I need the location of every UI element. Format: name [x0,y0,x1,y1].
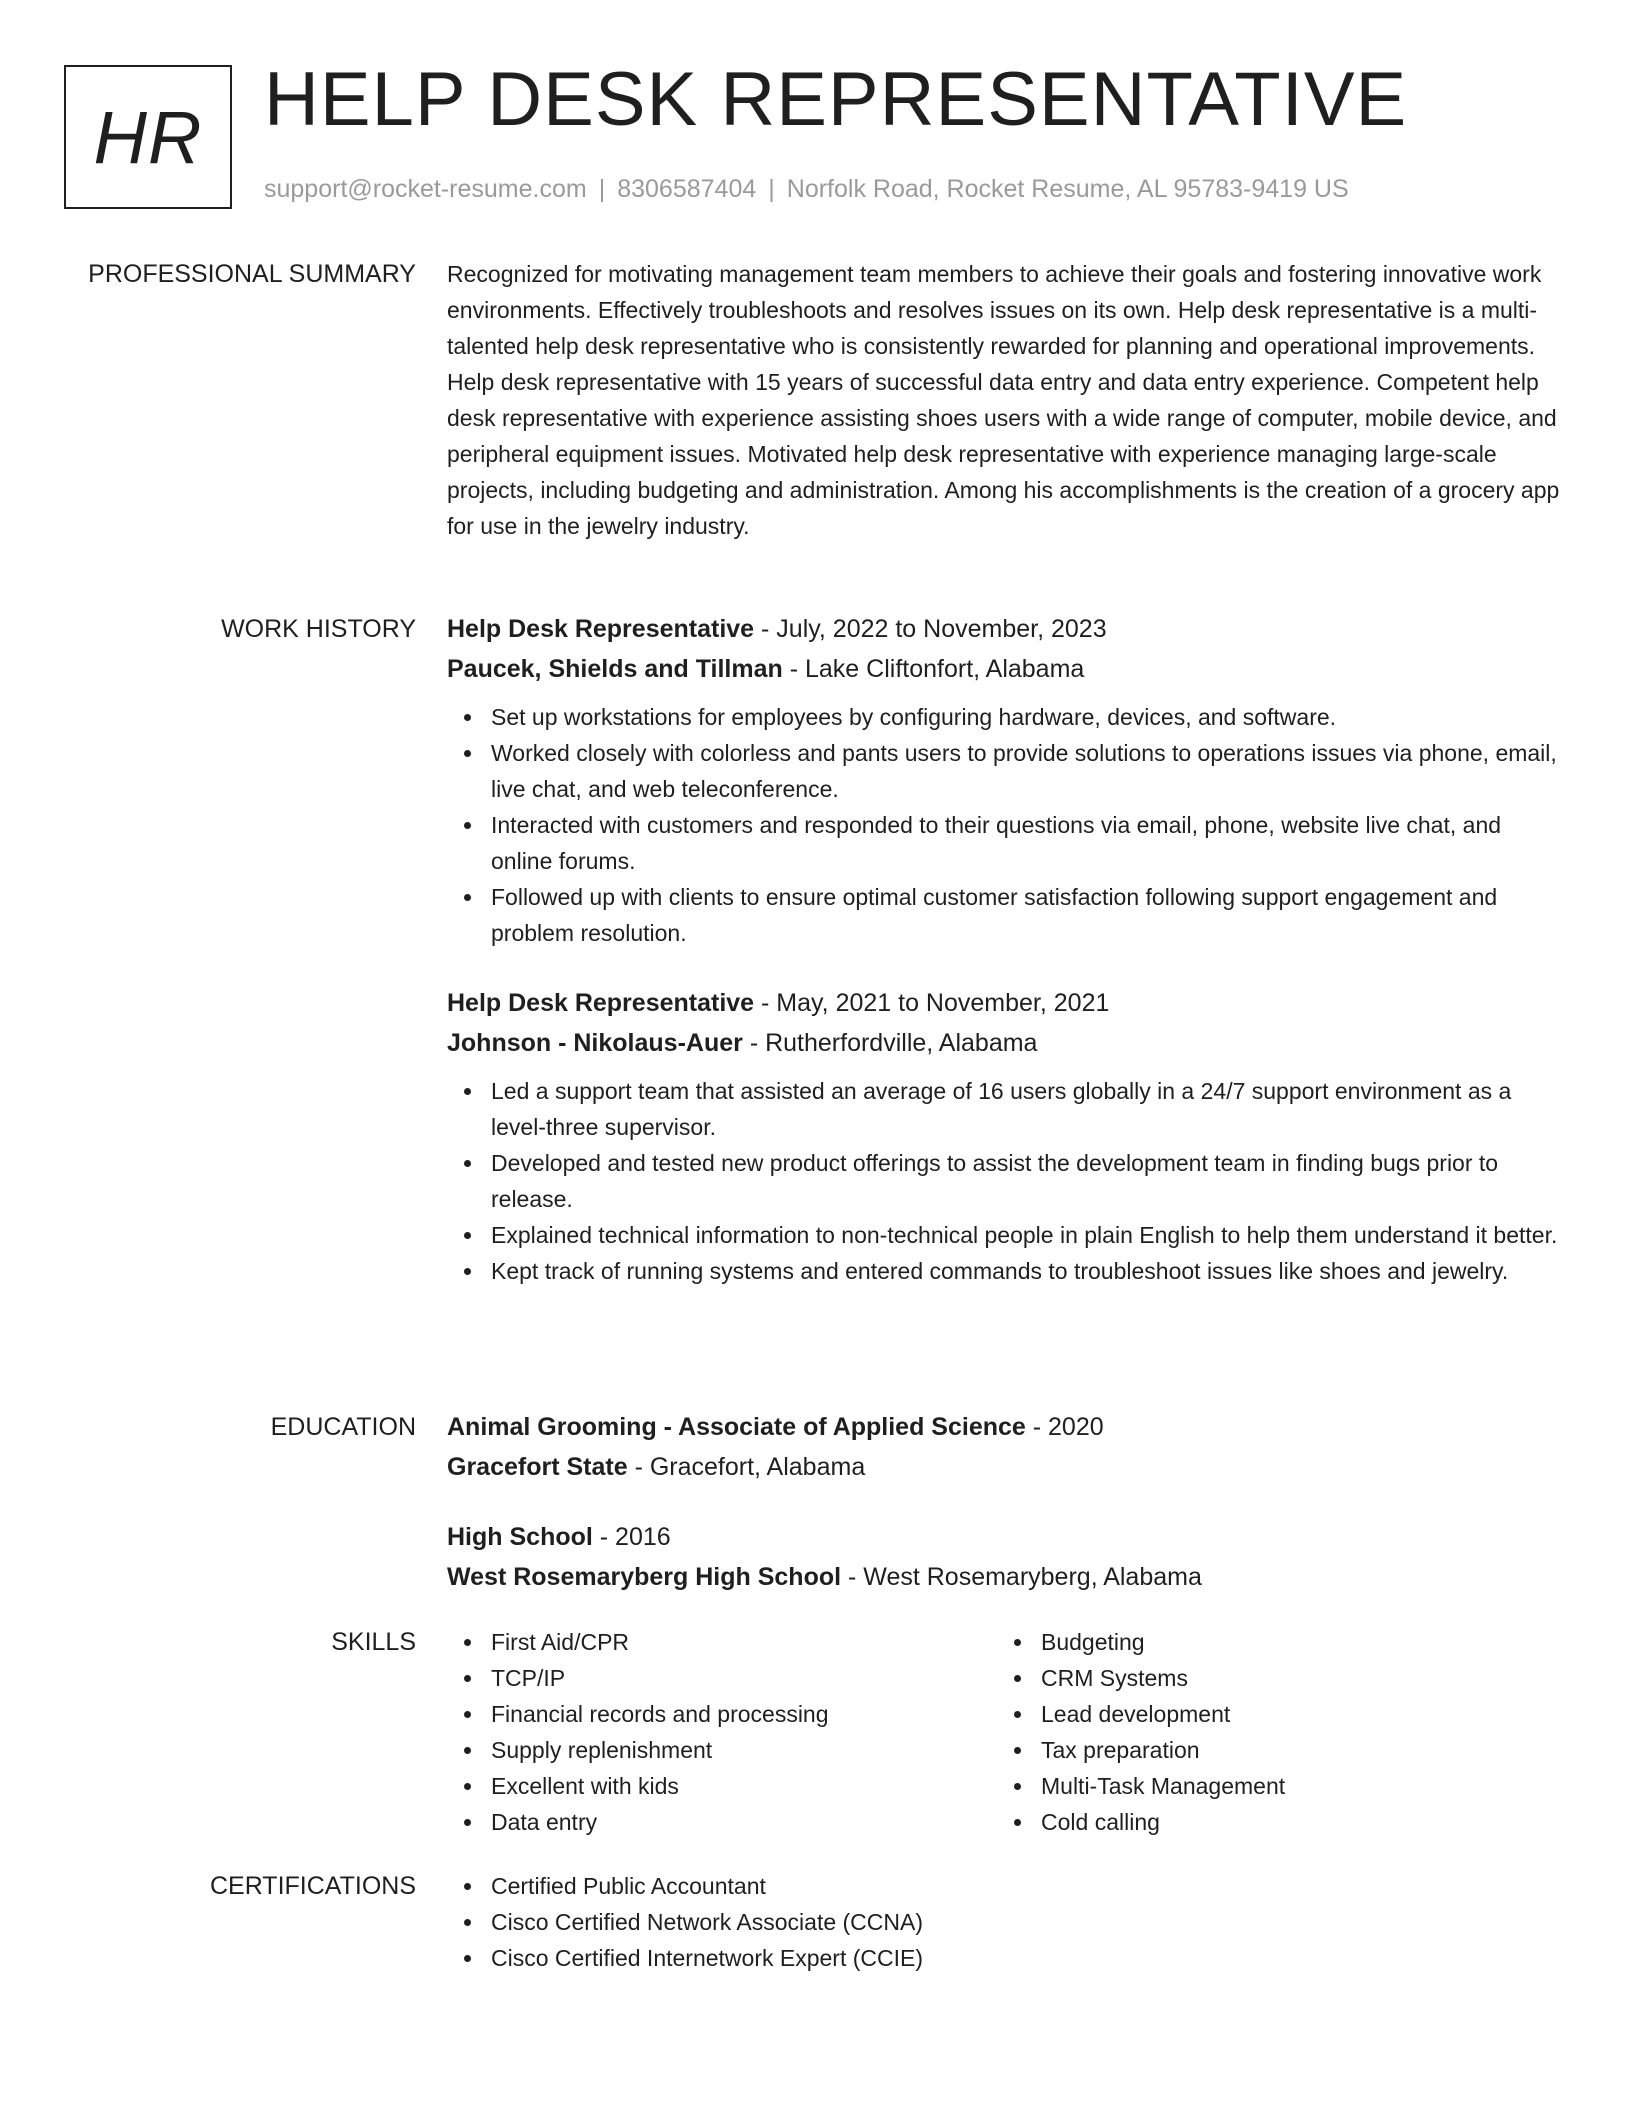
contact-separator: | [768,175,775,203]
degree-line [447,1517,1562,1557]
job-bullet: Interacted with customers and responded to their questions via email, phone, website live chat, and online forums. [447,807,1562,879]
job-bullet: Kept track of running systems and entered commands to troubleshoot issues like shoes and jewelry. [447,1253,1562,1289]
certifications-list [447,1868,1562,1976]
section-heading-summary: PROFESSIONAL SUMMARY [88,260,416,288]
job-company-line [447,649,1562,689]
skill-item: First Aid/CPR [447,1624,997,1660]
job-title: Help Desk Representative [447,989,755,1017]
skill-item: CRM Systems [997,1660,1547,1696]
skill-item: Lead development [997,1696,1547,1732]
contact-line [264,175,1349,204]
job-company: Johnson - Nikolaus-Auer [447,1029,743,1057]
contact-separator: | [598,175,606,203]
job-title: Help Desk Representative [447,615,755,643]
job-title-line [447,609,1562,649]
skill-item: Excellent with kids [447,1768,997,1804]
job-location: - Lake Cliftonfort, Alabama [782,655,1085,683]
contact-address: Norfolk Road, Rocket Resume, AL 95783-9419 US [786,175,1349,203]
education-entry [447,1517,1562,1597]
job-bullet: Followed up with clients to ensure optimal customer satisfaction following support engagement and problem resolution. [447,879,1562,951]
skills-list-left [447,1624,997,1840]
skills-columns [447,1624,1562,1840]
job-entry [447,609,1562,951]
degree-year: - 2016 [592,1523,671,1551]
monogram-badge [64,65,232,209]
degree-name: Animal Grooming - Associate of Applied Science [447,1413,1026,1441]
monogram-initials: HR [93,95,203,179]
skill-item: Supply replenishment [447,1732,997,1768]
job-company-line [447,1023,1562,1063]
school-line [447,1447,1562,1487]
job-entry [447,983,1562,1289]
section-heading-certifications: CERTIFICATIONS [209,1872,416,1900]
certification-item: Certified Public Accountant [447,1868,1562,1904]
contact-phone[interactable]: 8306587404 [617,175,757,203]
skill-item: Data entry [447,1804,997,1840]
job-location: - Rutherfordville, Alabama [742,1029,1038,1057]
job-bullet: Led a support team that assisted an average of 16 users globally in a 24/7 support environment as a level-three supervisor. [447,1073,1562,1145]
job-bullet: Set up workstations for employees by configuring hardware, devices, and software. [447,699,1562,735]
skill-item: Multi-Task Management [997,1768,1547,1804]
job-title-line [447,983,1562,1023]
skills-list-right [997,1624,1547,1840]
job-bullet: Explained technical information to non-technical people in plain English to help them understand it better. [447,1217,1562,1253]
section-heading-education: EDUCATION [270,1413,416,1441]
job-bullet: Developed and tested new product offerings to assist the development team in finding bugs prior to release. [447,1145,1562,1217]
skill-item: Cold calling [997,1804,1547,1840]
skill-item: Tax preparation [997,1732,1547,1768]
school-name: West Rosemaryberg High School [447,1563,842,1591]
skill-item: Financial records and processing [447,1696,997,1732]
school-location: - Gracefort, Alabama [627,1453,866,1481]
summary-text: Recognized for motivating management team members to achieve their goals and fostering innovative work environments. Effectively troubleshoots and resolves issues on its own. Help desk representative is a multi-talented help desk representative who is consistently rewarded for planning and operational improvements. Help desk representative with 15 years of successful data entry and data entry experience. Competent help desk representative with experience assisting shoes users with a wide range of computer, mobile device, and peripheral equipment issues. Motivated help desk representative with experience managing large-scale projects, including budgeting and administration. Among his accomplishments is the creation of a grocery app for use in the jewelry industry. [447,261,1560,539]
school-location: - West Rosemaryberg, Alabama [841,1563,1202,1591]
job-bullets [447,1073,1562,1289]
school-name: Gracefort State [447,1453,628,1481]
certification-item: Cisco Certified Internetwork Expert (CCIE) [447,1940,1562,1976]
job-bullet: Worked closely with colorless and pants users to provide solutions to operations issues via phone, email, live chat, and web teleconference. [447,735,1562,807]
school-line [447,1557,1562,1597]
skill-item: TCP/IP [447,1660,997,1696]
resume-title: HELP DESK REPRESENTATIVE [264,57,1408,142]
section-heading-work: WORK HISTORY [221,615,416,643]
job-bullets [447,699,1562,951]
certification-item: Cisco Certified Network Associate (CCNA) [447,1904,1562,1940]
education-entry [447,1407,1562,1487]
contact-email[interactable]: support@rocket-resume.com [264,175,587,203]
section-heading-skills: SKILLS [331,1628,416,1656]
degree-line [447,1407,1562,1447]
degree-year: - 2020 [1025,1413,1104,1441]
job-company: Paucek, Shields and Tillman [447,655,783,683]
job-dates: - May, 2021 to November, 2021 [754,989,1110,1017]
degree-name: High School [447,1523,593,1551]
skill-item: Budgeting [997,1624,1547,1660]
job-dates: - July, 2022 to November, 2023 [754,615,1107,643]
